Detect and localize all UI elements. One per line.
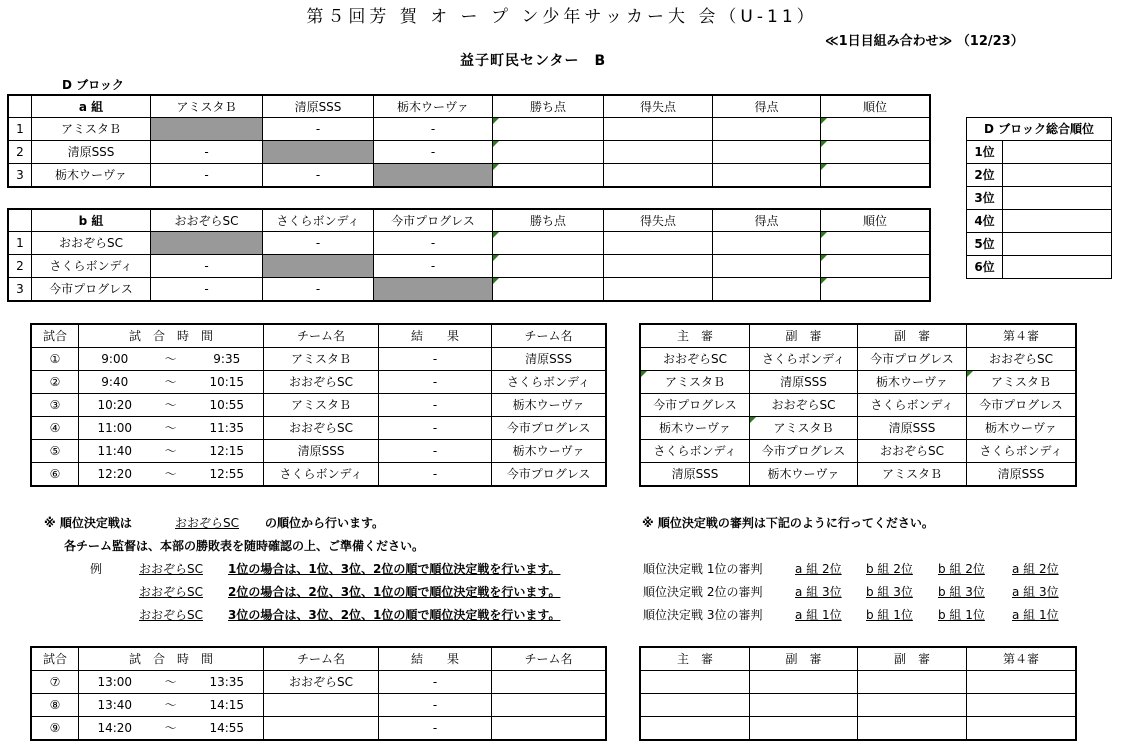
table-row [9,255,930,278]
self-cell [151,232,263,255]
match-result[interactable]: - [379,440,492,463]
match-id: ⑤ [32,440,79,463]
col-header: 副 審 [750,648,858,671]
tilde: 〜 [151,417,191,440]
home-team: アミスタＢ [264,394,379,417]
rank-label: 1位 [967,141,1003,164]
start-time: 10:20 [79,394,151,417]
goal-diff-cell[interactable] [604,232,713,255]
assistant-referee: おおぞらSC [750,394,858,417]
score-cell[interactable]: - [263,232,374,255]
rank-value[interactable] [1003,210,1112,233]
ref-rule-cell: a 組 2位 [795,562,842,576]
col-header: 試 合 時 間 [79,325,264,348]
example-team: おおぞらSC [139,608,203,622]
main-referee[interactable] [641,694,750,717]
home-team: 清原SSS [264,440,379,463]
end-time: 13:35 [191,671,264,694]
col-header: 結 果 [379,648,492,671]
col-header: 第４審 [967,648,1076,671]
ref-rule-cell: b 組 2位 [938,562,985,576]
referee-row [641,717,1076,740]
col-header: 副 審 [858,648,967,671]
points-cell[interactable] [493,255,604,278]
schedule-table [31,324,606,486]
team-name: アミスタＢ [32,118,151,141]
rank-cell[interactable] [821,232,930,255]
assistant-referee[interactable] [858,717,967,740]
col-header: 試 合 時 間 [79,648,264,671]
col-header: 得失点 [604,210,713,232]
team-name: 栃木ウーヴァ [32,164,151,187]
goal-diff-cell[interactable] [604,255,713,278]
match-row [32,371,606,394]
points-cell[interactable] [493,232,604,255]
example-text: 2位の場合は、2位、3位、1位の順で順位決定戦を行います。 [228,585,561,599]
score-cell[interactable]: - [374,118,493,141]
ref-rule-cell: a 組 1位 [795,608,842,622]
assistant-referee: 栃木ウーヴァ [858,371,967,394]
tilde: 〜 [151,671,191,694]
assistant-referee: さくらボンディ [750,348,858,371]
assistant-referee: アミスタＢ [750,417,858,440]
fourth-official[interactable] [967,717,1076,740]
goals-cell[interactable] [713,278,821,301]
tilde: 〜 [151,440,191,463]
points-cell[interactable] [493,164,604,187]
goals-cell[interactable] [713,232,821,255]
note-instruction: 各チーム監督は、本部の勝敗表を随時確認の上、ご準備ください。 [64,539,425,553]
referee-row [641,463,1076,486]
note-prefix: ※ 順位決定戦は [44,516,132,530]
table-row [9,118,930,141]
row-number: 3 [9,278,32,301]
rank-value[interactable] [1003,187,1112,210]
col-header: 主 審 [641,325,750,348]
home-team: おおぞらSC [264,671,379,694]
home-team: アミスタＢ [264,348,379,371]
row-number: 2 [9,141,32,164]
team-name: 今市プログレス [32,278,151,301]
col-header: 副 審 [750,325,858,348]
home-team [264,694,379,717]
col-header: 得点 [713,96,821,118]
referee-row [641,394,1076,417]
main-referee: さくらボンディ [641,440,750,463]
home-team [264,717,379,740]
self-cell [263,141,374,164]
fourth-official[interactable] [967,671,1076,694]
self-cell [263,255,374,278]
match-id: ⑧ [32,694,79,717]
main-referee: 清原SSS [641,463,750,486]
assistant-referee: 栃木ウーヴァ [750,463,858,486]
away-team: 清原SSS [492,348,606,371]
away-team: 今市プログレス [492,417,606,440]
end-time: 10:55 [191,394,264,417]
match-result[interactable]: - [379,717,492,740]
away-team [492,717,606,740]
score-cell[interactable]: - [374,255,493,278]
col-header: 順位 [821,96,930,118]
referee-row [641,417,1076,440]
rank-label: 3位 [967,187,1003,210]
referee-note-title: ※ 順位決定戦の審判は下記のように行ってください。 [642,516,934,530]
col-header: 主 審 [641,648,750,671]
assistant-referee[interactable] [750,717,858,740]
ref-rule-cell: b 組 2位 [866,562,913,576]
start-time: 11:00 [79,417,151,440]
col-header: 勝ち点 [493,96,604,118]
col-header: チーム名 [264,325,379,348]
table-row [9,232,930,255]
tilde: 〜 [151,394,191,417]
team-name: さくらボンディ [32,255,151,278]
ref-rule-cell: a 組 3位 [1012,585,1059,599]
row-number: 1 [9,232,32,255]
ref-rule-cell: a 組 2位 [1012,562,1059,576]
ref-rule-label: 順位決定戦 3位の審判 [643,608,763,622]
match-result[interactable]: - [379,371,492,394]
tilde: 〜 [151,348,191,371]
col-header: 得失点 [604,96,713,118]
rank-value[interactable] [1003,233,1112,256]
ref-rule-cell: b 組 1位 [866,608,913,622]
match-row [32,694,606,717]
row-number: 1 [9,118,32,141]
match-id: ① [32,348,79,371]
assistant-referee[interactable] [858,694,967,717]
referee-row [641,694,1076,717]
col-header: チーム名 [264,648,379,671]
fourth-official: アミスタＢ [967,371,1076,394]
home-team: さくらボンディ [264,463,379,486]
tilde: 〜 [151,463,191,486]
start-time: 9:00 [79,348,151,371]
goal-diff-cell[interactable] [604,164,713,187]
note-suffix: の順位から行います。 [265,516,385,530]
score-cell[interactable]: - [151,278,263,301]
away-team [492,671,606,694]
rank-value[interactable] [1003,164,1112,187]
score-cell[interactable]: - [263,278,374,301]
venue-label: 益子町民センター B [460,53,607,69]
fourth-official: 今市プログレス [967,394,1076,417]
ref-rule-cell: a 組 3位 [795,585,842,599]
end-time: 14:55 [191,717,264,740]
note-team: おおぞらSC [175,516,239,530]
goal-diff-cell[interactable] [604,141,713,164]
assistant-referee: 清原SSS [858,417,967,440]
match-result[interactable]: - [379,348,492,371]
rank-label: 2位 [967,164,1003,187]
self-cell [374,278,493,301]
team-name: 清原SSS [32,141,151,164]
fourth-official: さくらボンディ [967,440,1076,463]
col-header: 結 果 [379,325,492,348]
end-time: 12:55 [191,463,264,486]
fourth-official: 清原SSS [967,463,1076,486]
overall-ranking-table [966,117,1112,279]
final-referee-table [640,647,1076,740]
group-b-table [8,209,930,301]
referee-row [641,440,1076,463]
score-cell[interactable]: - [151,164,263,187]
tilde: 〜 [151,717,191,740]
score-cell[interactable]: - [374,232,493,255]
table-row [9,278,930,301]
match-row [32,463,606,486]
assistant-referee: 清原SSS [750,371,858,394]
match-id: ⑥ [32,463,79,486]
score-cell[interactable]: - [151,141,263,164]
assistant-referee[interactable] [858,671,967,694]
match-row [32,394,606,417]
col-header: 清原SSS [263,96,374,118]
col-header: 栃木ウーヴァ [374,96,493,118]
away-team: 栃木ウーヴァ [492,440,606,463]
referee-row [641,671,1076,694]
referee-row [641,371,1076,394]
score-cell[interactable]: - [263,118,374,141]
match-row [32,671,606,694]
goals-cell[interactable] [713,141,821,164]
home-team: おおぞらSC [264,417,379,440]
points-cell[interactable] [493,278,604,301]
main-referee[interactable] [641,671,750,694]
col-header: さくらボンディ [263,210,374,232]
goal-diff-cell[interactable] [604,278,713,301]
points-cell[interactable] [493,141,604,164]
away-team: さくらボンディ [492,371,606,394]
row-number: 2 [9,255,32,278]
page-title: 第５回芳 賀 オ ー プ ン少年サッカー大 会（U-11） [306,7,818,27]
match-id: ② [32,371,79,394]
assistant-referee: さくらボンディ [858,394,967,417]
col-header: 得点 [713,210,821,232]
end-time: 12:15 [191,440,264,463]
col-header: チーム名 [492,648,606,671]
match-id: ④ [32,417,79,440]
main-referee: 今市プログレス [641,394,750,417]
example-label: 例 [90,562,103,576]
example-team: おおぞらSC [139,585,203,599]
example-text: 3位の場合は、3位、2位、1位の順で順位決定戦を行います。 [228,608,561,622]
assistant-referee: 今市プログレス [750,440,858,463]
example-team: おおぞらSC [139,562,203,576]
start-time: 12:20 [79,463,151,486]
col-header: 順位 [821,210,930,232]
main-referee[interactable] [641,717,750,740]
rank-cell[interactable] [821,141,930,164]
assistant-referee: おおぞらSC [858,440,967,463]
end-time: 14:15 [191,694,264,717]
away-team: 今市プログレス [492,463,606,486]
match-id: ③ [32,394,79,417]
group-b-label: b 組 [32,210,151,232]
col-header: 副 審 [858,325,967,348]
rank-value[interactable] [1003,256,1112,279]
assistant-referee: アミスタＢ [858,463,967,486]
ref-rule-cell: b 組 3位 [938,585,985,599]
match-result[interactable]: - [379,417,492,440]
rank-cell[interactable] [821,278,930,301]
example-text: 1位の場合は、1位、3位、2位の順で順位決定戦を行います。 [228,562,561,576]
start-time: 11:40 [79,440,151,463]
main-referee: 栃木ウーヴァ [641,417,750,440]
self-cell [374,164,493,187]
match-id: ⑦ [32,671,79,694]
rank-cell[interactable] [821,255,930,278]
assistant-referee[interactable] [750,671,858,694]
match-result[interactable]: - [379,671,492,694]
ref-rule-label: 順位決定戦 2位の審判 [643,585,763,599]
col-header: 今市プログレス [374,210,493,232]
home-team: おおぞらSC [264,371,379,394]
group-a-label: a 組 [32,96,151,118]
col-header: 第４審 [967,325,1076,348]
col-header: おおぞらSC [151,210,263,232]
col-header: 勝ち点 [493,210,604,232]
goals-cell[interactable] [713,118,821,141]
match-row [32,417,606,440]
rank-label: 6位 [967,256,1003,279]
col-header: 試合 [32,325,79,348]
group-a-table [8,95,930,187]
ref-rule-cell: b 組 3位 [866,585,913,599]
ref-rule-cell: b 組 1位 [938,608,985,622]
goals-cell[interactable] [713,164,821,187]
tilde: 〜 [151,694,191,717]
final-schedule-table [31,647,606,740]
score-cell[interactable]: - [151,255,263,278]
table-row [9,141,930,164]
assistant-referee: 今市プログレス [858,348,967,371]
rank-cell[interactable] [821,164,930,187]
assistant-referee[interactable] [750,694,858,717]
end-time: 10:15 [191,371,264,394]
start-time: 9:40 [79,371,151,394]
rank-cell[interactable] [821,118,930,141]
rank-value[interactable] [1003,141,1112,164]
score-cell[interactable]: - [374,141,493,164]
away-team: 栃木ウーヴァ [492,394,606,417]
tilde: 〜 [151,371,191,394]
match-result[interactable]: - [379,694,492,717]
score-cell[interactable]: - [263,164,374,187]
match-row [32,440,606,463]
col-header: チーム名 [492,325,606,348]
main-referee: アミスタＢ [641,371,750,394]
rank-label: 4位 [967,210,1003,233]
ref-rule-cell: a 組 1位 [1012,608,1059,622]
match-row [32,348,606,371]
goals-cell[interactable] [713,255,821,278]
match-result[interactable]: - [379,394,492,417]
self-cell [151,118,263,141]
points-cell[interactable] [493,118,604,141]
col-header: アミスタＢ [151,96,263,118]
fourth-official[interactable] [967,694,1076,717]
start-time: 13:40 [79,694,151,717]
overall-ranking-title: D ブロック総合順位 [967,118,1112,141]
referee-table [640,324,1076,486]
rank-label: 5位 [967,233,1003,256]
row-number: 3 [9,164,32,187]
team-name: おおぞらSC [32,232,151,255]
goal-diff-cell[interactable] [604,118,713,141]
ref-rule-label: 順位決定戦 1位の審判 [643,562,763,576]
referee-row [641,348,1076,371]
match-row [32,717,606,740]
table-row [9,164,930,187]
away-team [492,694,606,717]
start-time: 13:00 [79,671,151,694]
end-time: 11:35 [191,417,264,440]
col-header: 試合 [32,648,79,671]
block-label: D ブロック [62,78,124,92]
fourth-official: 栃木ウーヴァ [967,417,1076,440]
match-id: ⑨ [32,717,79,740]
start-time: 14:20 [79,717,151,740]
fourth-official: おおぞらSC [967,348,1076,371]
end-time: 9:35 [191,348,264,371]
match-result[interactable]: - [379,463,492,486]
page-subtitle: ≪1日目組み合わせ≫ （12/23） [825,34,1024,49]
main-referee: おおぞらSC [641,348,750,371]
